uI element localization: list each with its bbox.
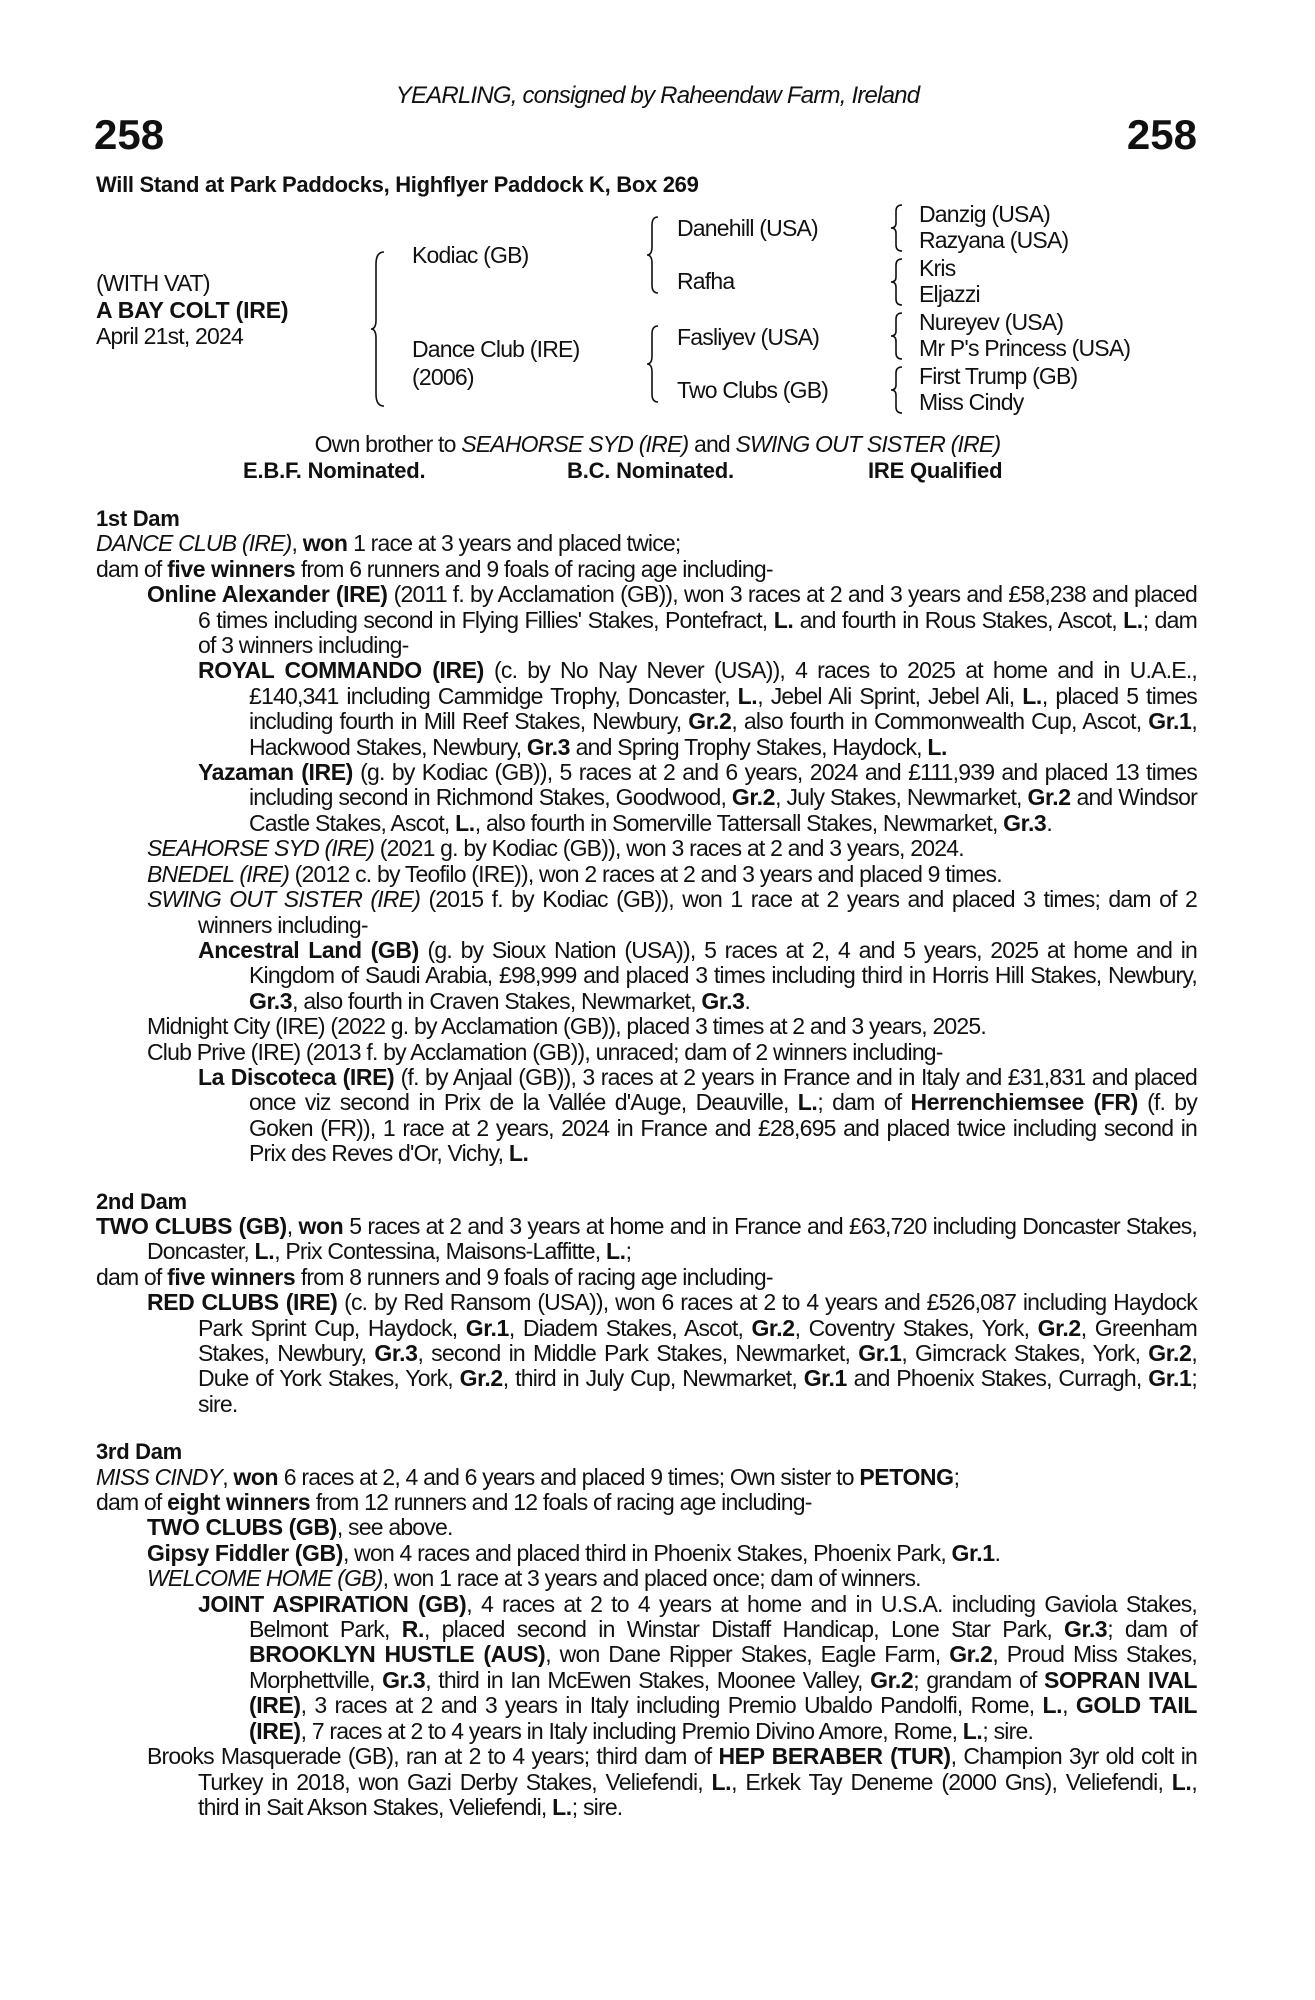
text: and Windsor Castle Stakes, Ascot, — [249, 784, 1198, 836]
bold-text: Gr.2 — [1037, 1314, 1081, 1341]
produce-entry — [96, 1214, 1197, 1265]
produce-entry — [96, 557, 1197, 582]
text: ; sire. — [571, 1793, 623, 1820]
bold-text: L. — [797, 1089, 818, 1116]
text: . — [1046, 809, 1052, 836]
bold-text: L. — [552, 1793, 572, 1820]
brace-icon — [890, 365, 904, 415]
sire-sire: Danehill (USA) — [677, 215, 818, 241]
text: , won 4 races and placed third in Phoenix Stakes, Phoenix Park, — [342, 1539, 952, 1566]
text: , also fourth in Craven Stakes, Newmarket, — [292, 987, 702, 1014]
bold-text: Gr.1 — [1148, 1365, 1192, 1392]
text: Brooks Masquerade (GB), ran at 2 to 4 years; third dam of — [147, 1743, 719, 1770]
bold-text: L. — [1022, 682, 1042, 709]
bold-text: Online Alexander (IRE) — [147, 581, 388, 608]
produce-entry — [147, 836, 1197, 861]
italic-text: MISS CINDY — [96, 1463, 223, 1490]
bold-text: SOPRAN IVAL (IRE) — [249, 1666, 1198, 1719]
text: Club Prive (IRE) (2013 f. by Acclamation (GB)), unraced; dam of 2 winners including- — [147, 1038, 943, 1065]
bold-text: five winners — [167, 1263, 296, 1290]
italic-text: DANCE CLUB (IRE) — [96, 530, 292, 557]
own-brother-note — [0, 433, 1315, 456]
text: , placed second in Winstar Distaff Handicap, Lone Star Park, — [423, 1616, 1065, 1643]
bold-text: L. — [927, 733, 947, 760]
text: , Proud Miss Stakes, Morphettville, — [249, 1641, 1197, 1693]
text: , also fourth in Commonwealth Cup, Ascot, — [731, 708, 1149, 735]
text: . — [744, 987, 751, 1014]
bold-text: Ancestral Land (GB) — [198, 936, 419, 963]
text: ; dam of — [817, 1089, 911, 1116]
bold-text: Gr.3 — [249, 987, 293, 1014]
text: (g. by Sioux Nation (USA)), 5 races at 2, 4 and 5 years, 2025 at home and in Kingdom of Saudi Arabia, £98,999 and placed 3 times including third in Horris Hill Stakes, Newbury, — [249, 936, 1197, 989]
text: (c. by Red Ransom (USA)), won 6 races at 2 to 4 years and £526,087 including Haydock Park Sprint Cup, Haydock, — [198, 1289, 1197, 1341]
text: ; — [953, 1463, 960, 1490]
bold-text: Gr.2 — [751, 1314, 795, 1341]
bold-text: Gr.3 — [701, 987, 745, 1014]
bold-text: Gr.1 — [803, 1365, 847, 1392]
section-title: 2nd Dam — [96, 1188, 187, 1214]
text: (2012 c. by Teofilo (IRE)), won 2 races at 2 and 3 years and placed 9 times. — [289, 860, 1002, 887]
note-text: and — [688, 431, 736, 457]
produce-record — [96, 506, 1197, 1842]
ancestor-g3: Razyana (USA) — [919, 227, 1069, 253]
text: (2015 f. by Kodiac (GB)), won 1 race at 2 years and placed 3 times; dam of 2 winners including- — [198, 886, 1198, 938]
produce-entry — [96, 1465, 1197, 1490]
bold-text: L. — [508, 1140, 529, 1167]
bold-text: Gr.2 — [731, 784, 776, 811]
sibling-name: SEAHORSE SYD (IRE) — [461, 431, 689, 457]
text: , Jebel Ali Sprint, Jebel Ali, — [757, 682, 1023, 709]
dam: Dance Club (IRE) — [412, 336, 580, 362]
text: (g. by Kodiac (GB)), 5 races at 2 and 6 years, 2024 and £111,939 and placed 13 times including second in Richmond Stakes, Goodwood, — [249, 759, 1197, 811]
ancestor-g3: First Trump (GB) — [919, 363, 1078, 389]
bold-text: R. — [401, 1616, 424, 1643]
text: ; — [625, 1238, 632, 1265]
vat-label: (WITH VAT) — [96, 270, 210, 296]
italic-text: WELCOME HOME (GB) — [147, 1565, 383, 1592]
section-title: 3rd Dam — [96, 1439, 182, 1465]
text: , Duke of York Stakes, York, — [198, 1340, 1198, 1392]
text: , third in July Cup, Newmarket, — [502, 1365, 804, 1392]
text: from 6 runners and 9 foals of racing age including- — [295, 555, 773, 582]
dam-section — [96, 1439, 1197, 1820]
text: ; dam of — [1107, 1616, 1197, 1643]
section-title: 1st Dam — [96, 506, 180, 531]
italic-text: BNEDEL (IRE) — [147, 860, 290, 887]
sire: Kodiac (GB) — [412, 242, 529, 268]
bold-text: Gr.2 — [949, 1641, 993, 1668]
brace-icon — [370, 250, 386, 408]
ancestor-g3: Mr P's Princess (USA) — [919, 335, 1131, 361]
produce-entry — [96, 1490, 1197, 1515]
stand-location: Will Stand at Park Paddocks, Highflyer Paddock K, Box 269 — [96, 172, 699, 197]
bold-text: Gipsy Fiddler (GB) — [147, 1539, 343, 1566]
ancestor-g3: Eljazzi — [919, 281, 980, 307]
bold-text: won — [302, 530, 348, 557]
text: 6 races at 2, 4 and 6 years and placed 9 times; Own sister to — [278, 1463, 860, 1490]
text: , Diadem Stakes, Ascot, — [508, 1314, 752, 1341]
text: (2011 f. by Acclamation (GB)), won 3 races at 2 and 3 years and £58,238 and placed 6 times including second in Flying Fillies' Stakes, Pontefract, — [198, 581, 1197, 633]
bold-text: won — [233, 1463, 279, 1490]
text: and Phoenix Stakes, Curragh, — [846, 1365, 1149, 1392]
produce-entry — [147, 582, 1197, 658]
produce-entry — [96, 1265, 1197, 1290]
text: , won Dane Ripper Stakes, Eagle Farm, — [545, 1641, 950, 1668]
horse-name: A BAY COLT (IRE) — [96, 297, 289, 323]
bold-text: Herrenchiemsee (FR) — [910, 1089, 1138, 1116]
text: , Prix Contessina, Maisons-Laffitte, — [274, 1238, 606, 1265]
brace-icon — [890, 257, 904, 307]
text: , — [1062, 1692, 1076, 1719]
produce-entry — [198, 658, 1197, 760]
brace-icon — [890, 311, 904, 361]
ancestor-g3: Nureyev (USA) — [919, 309, 1064, 335]
italic-text: SWING OUT SISTER (IRE) — [147, 886, 421, 913]
text: (2021 g. by Kodiac (GB)), won 3 races at 2 and 3 years, 2024. — [374, 835, 964, 862]
ancestor-g3: Danzig (USA) — [919, 201, 1050, 227]
bold-text: HEP BERABER (TUR) — [718, 1743, 951, 1770]
bold-text: Gr.2 — [1148, 1340, 1192, 1366]
text: ; sire. — [982, 1717, 1034, 1744]
produce-entry — [147, 862, 1197, 887]
bold-text: Gr.3 — [526, 733, 571, 760]
lot-number-right: 258 — [1126, 111, 1197, 158]
bc-nominated: B.C. Nominated. — [567, 458, 734, 483]
produce-entry — [147, 1541, 1197, 1566]
bold-text: Gr.2 — [870, 1666, 914, 1693]
sire-dam: Rafha — [677, 268, 735, 294]
text: and fourth in Rous Stakes, Ascot, — [793, 606, 1124, 633]
text: from 12 runners and 12 foals of racing age including- — [310, 1489, 812, 1516]
produce-entry — [198, 1592, 1197, 1744]
bold-text: BROOKLYN HUSTLE (AUS) — [249, 1641, 546, 1668]
text: , — [222, 1463, 234, 1490]
bold-text: Gr.1 — [858, 1340, 902, 1366]
text: , won 1 race at 3 years and placed once; dam of winners. — [382, 1565, 921, 1592]
bold-text: Gr.1 — [465, 1314, 509, 1341]
text: , Greenham Stakes, Newbury, — [198, 1314, 1198, 1366]
bold-text: Gr.1 — [1148, 708, 1192, 735]
text: from 8 runners and 9 foals of racing age including- — [295, 1263, 773, 1290]
produce-entry — [147, 1040, 1197, 1065]
produce-entry — [96, 531, 1197, 556]
bold-text: Gr.3 — [1064, 1616, 1108, 1643]
bold-text: L. — [605, 1238, 626, 1265]
text: 1 race at 3 years and placed twice; — [347, 530, 681, 557]
text: , Gimcrack Stakes, York, — [901, 1340, 1149, 1366]
text: , 7 races at 2 to 4 years in Italy including Premio Divino Amore, Rome, — [300, 1717, 963, 1744]
bold-text: Gr.2 — [1027, 784, 1071, 811]
dam-sire: Fasliyev (USA) — [677, 324, 820, 350]
dam-section — [96, 506, 1197, 1167]
bold-text: L. — [962, 1717, 983, 1744]
dam-dam: Two Clubs (GB) — [677, 377, 829, 403]
text: , Champion 3yr old colt in Turkey in 2018, won Gazi Derby Stakes, Veliefendi, — [198, 1743, 1198, 1795]
bold-text: PETONG — [859, 1463, 954, 1490]
bold-text: TWO CLUBS (GB) — [96, 1212, 287, 1239]
text: . — [994, 1539, 1001, 1566]
consignment-header: YEARLING, consigned by Raheendaw Farm, Ireland — [395, 82, 920, 109]
dam-section — [96, 1189, 1197, 1418]
text: , 4 races at 2 to 4 years at home and in U.S.A. including Gaviola Stakes, Belmont Park, — [249, 1590, 1197, 1643]
text: , third in Sait Akson Stakes, Veliefendi, — [198, 1768, 1197, 1820]
text: , third in Ian McEwen Stakes, Moonee Valley, — [425, 1666, 871, 1693]
text: dam of — [96, 1263, 168, 1290]
produce-entry — [198, 938, 1197, 1014]
bold-text: La Discoteca (IRE) — [198, 1063, 395, 1090]
bold-text: L. — [1123, 606, 1143, 633]
italic-text: SEAHORSE SYD (IRE) — [147, 835, 375, 862]
bold-text: Gr.3 — [382, 1666, 426, 1693]
text: , July Stakes, Newmarket, — [775, 784, 1028, 811]
ebf-nominated: E.B.F. Nominated. — [243, 458, 426, 483]
produce-entry — [147, 1014, 1197, 1039]
produce-entry — [198, 1065, 1197, 1167]
bold-text: L. — [773, 606, 794, 633]
text: , placed 5 times including fourth in Mill Reef Stakes, Newbury, — [249, 682, 1198, 735]
text: dam of — [96, 1489, 168, 1516]
bold-text: Gr.2 — [688, 708, 732, 735]
ancestor-g3: Kris — [919, 255, 956, 281]
produce-entry — [147, 1515, 1197, 1540]
bold-text: Yazaman (IRE) — [198, 759, 353, 786]
lot-number-left: 258 — [94, 111, 165, 158]
text: , Coventry Stakes, York, — [794, 1314, 1038, 1341]
brace-icon — [890, 203, 904, 253]
bold-text: eight winners — [167, 1489, 311, 1516]
text: (f. by Goken (FR)), 1 race at 2 years, 2024 in France and £28,695 and placed twice including second in Prix des Reves d'Or, Vichy, — [249, 1089, 1197, 1167]
bold-text: L. — [254, 1238, 275, 1265]
produce-entry — [147, 1566, 1197, 1591]
text: dam of — [96, 555, 168, 582]
text: ; grandam of — [913, 1666, 1045, 1693]
text: , Erkek Tay Deneme (2000 Gns), Veliefendi, — [731, 1768, 1172, 1795]
text: , Hackwood Stakes, Newbury, — [249, 708, 1197, 760]
bold-text: Gr.3 — [1003, 809, 1047, 836]
text: Midnight City (IRE) (2022 g. by Acclamation (GB)), placed 3 times at 2 and 3 years, 2025. — [147, 1013, 986, 1040]
produce-entry — [198, 760, 1197, 836]
bold-text: five winners — [167, 555, 296, 582]
sibling-name: SWING OUT SISTER (IRE) — [735, 431, 1001, 457]
text: , — [286, 1212, 299, 1239]
bold-text: JOINT ASPIRATION (GB) — [198, 1590, 467, 1617]
text: ; sire. — [198, 1365, 1198, 1417]
produce-entry — [147, 1290, 1197, 1417]
produce-entry — [147, 1744, 1197, 1820]
text: (c. by No Nay Never (USA)), 4 races to 2025 at home and in U.A.E., £140,341 including Cammidge Trophy, Doncaster, — [249, 657, 1198, 709]
text: (f. by Anjaal (GB)), 3 races at 2 years in France and in Italy and £31,831 and placed once viz second in Prix de la Vallée d'Auge, Deauville, — [249, 1063, 1197, 1116]
produce-entry — [147, 887, 1197, 938]
text: ; dam of 3 winners including- — [198, 606, 1197, 659]
note-text: Own brother to — [314, 431, 462, 457]
bold-text: GOLD TAIL (IRE) — [249, 1692, 1198, 1744]
text: , — [291, 530, 303, 557]
dam-year: (2006) — [412, 364, 474, 390]
ire-qualified: IRE Qualified — [868, 458, 1003, 483]
bold-text: TWO CLUBS (GB) — [147, 1514, 337, 1541]
bold-text: Gr.1 — [951, 1539, 995, 1566]
text: , see above. — [336, 1514, 453, 1541]
bold-text: Gr.3 — [374, 1340, 418, 1366]
bold-text: RED CLUBS (IRE) — [147, 1289, 338, 1316]
text: 5 races at 2 and 3 years at home and in France and £63,720 including Doncaster Stakes, Doncaster, — [147, 1212, 1197, 1265]
text: , second in Middle Park Stakes, Newmarket, — [417, 1340, 859, 1366]
foaling-date: April 21st, 2024 — [96, 323, 244, 349]
brace-icon — [646, 324, 660, 404]
bold-text: L. — [1171, 1768, 1192, 1795]
ancestor-g3: Miss Cindy — [919, 389, 1024, 415]
text: , also fourth in Somerville Tattersall Stakes, Newmarket, — [474, 809, 1004, 836]
text: , 3 races at 2 and 3 years in Italy including Premio Ubaldo Pandolfi, Rome, — [300, 1692, 1043, 1719]
text: and Spring Trophy Stakes, Haydock, — [570, 733, 928, 760]
bold-text: L. — [711, 1768, 732, 1795]
bold-text: L. — [737, 682, 758, 709]
bold-text: Gr.2 — [459, 1365, 503, 1392]
bold-text: L. — [1042, 1692, 1063, 1719]
brace-icon — [646, 215, 660, 295]
bold-text: ROYAL COMMANDO (IRE) — [198, 657, 484, 684]
bold-text: won — [298, 1212, 344, 1239]
bold-text: L. — [455, 809, 475, 836]
